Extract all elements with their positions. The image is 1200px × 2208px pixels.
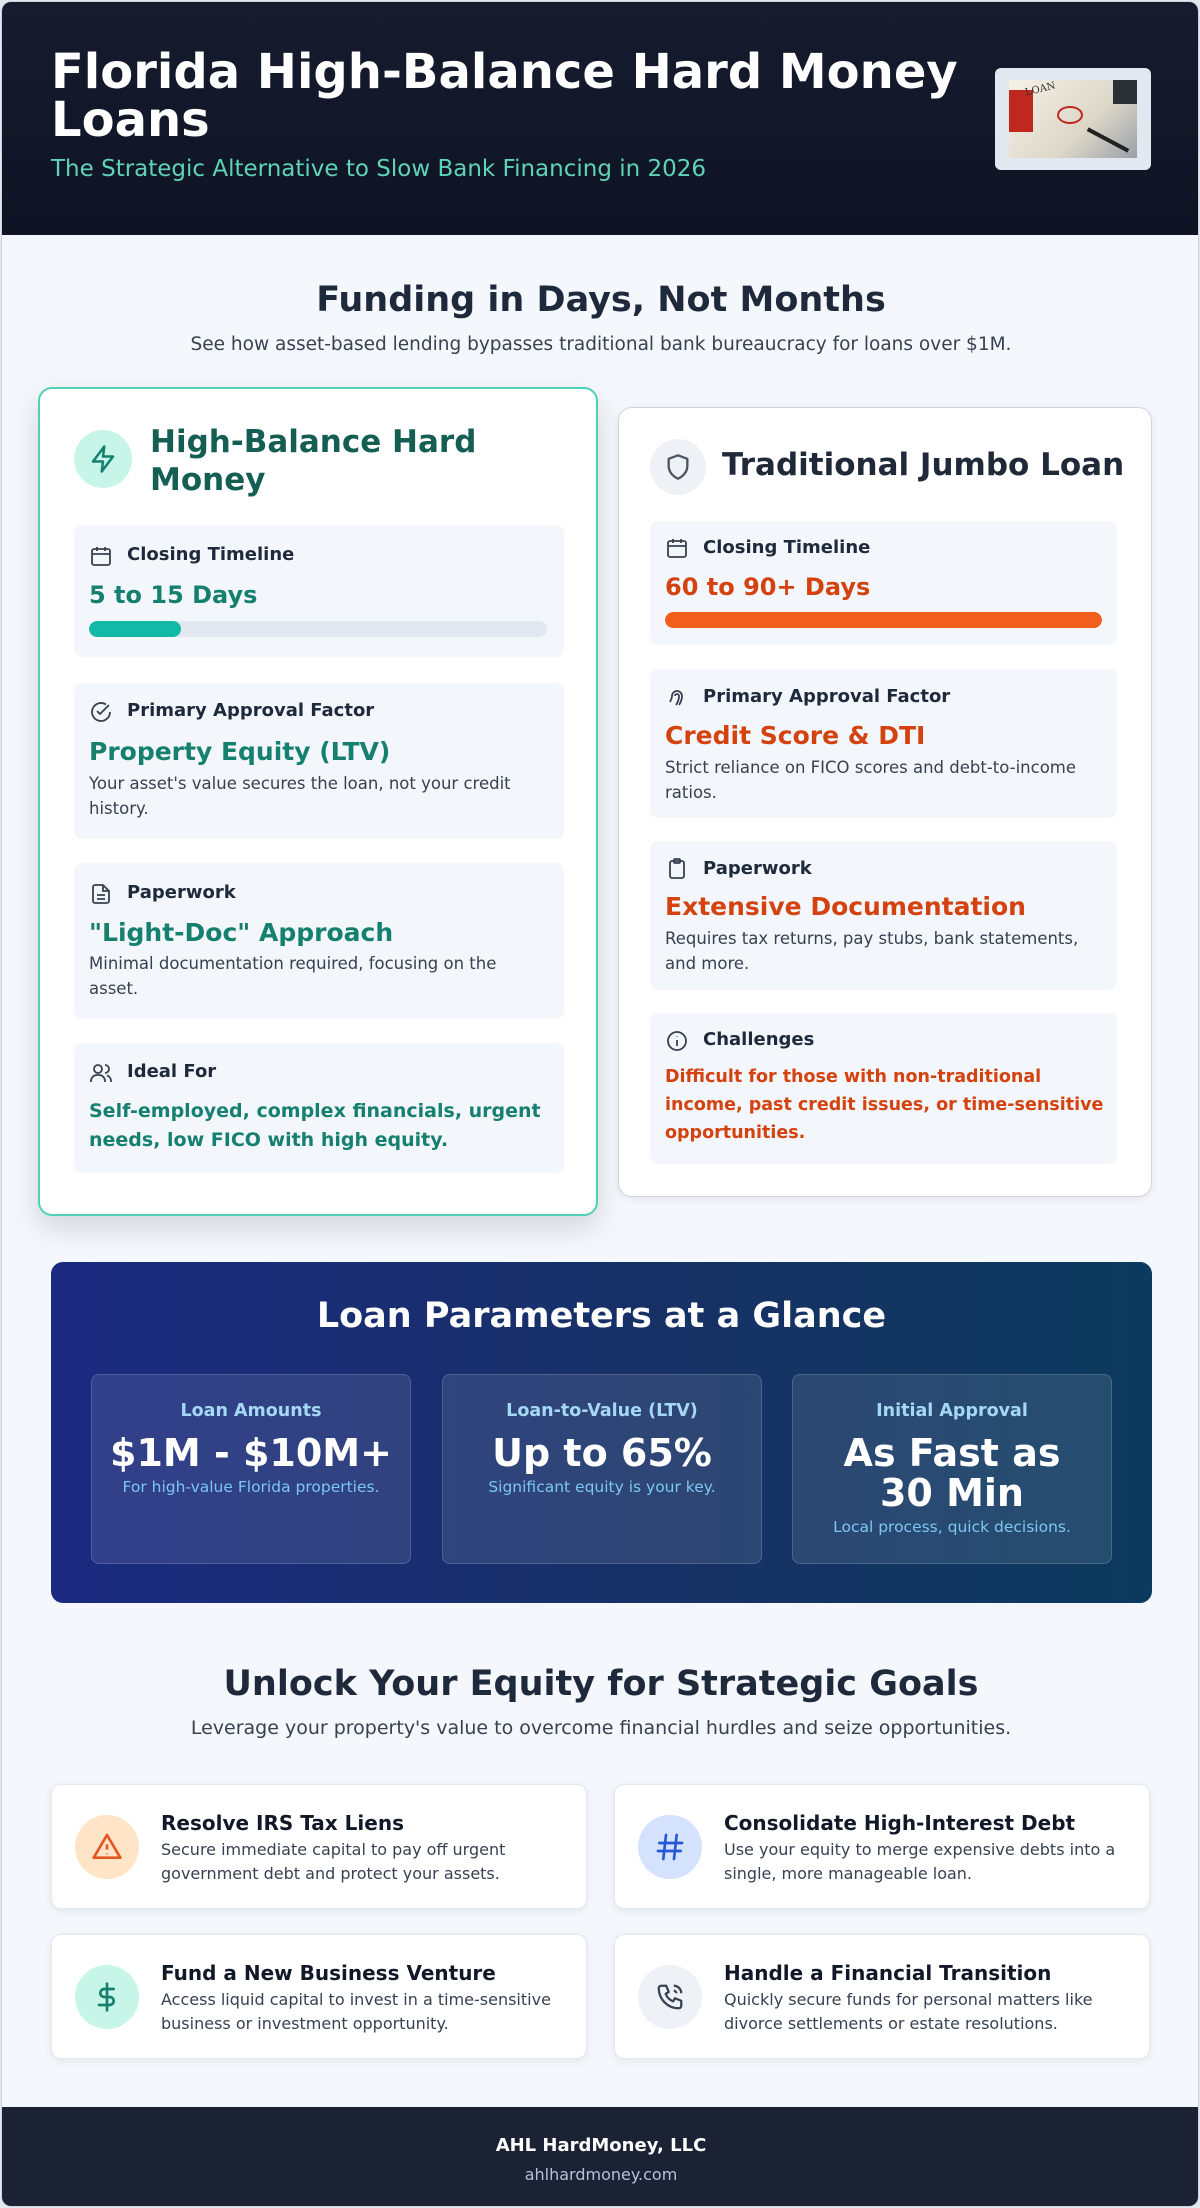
hb-ideal-label: Ideal For xyxy=(127,1061,217,1082)
jb-approval-label: Primary Approval Factor xyxy=(703,686,951,707)
hb-approval-label: Primary Approval Factor xyxy=(127,700,375,721)
goal-desc: Secure immediate capital to pay off urgent government debt and protect your assets. xyxy=(161,1840,506,1883)
goals-subtitle: Leverage your property's value to overcome financial hurdles and seize opportunities. xyxy=(190,1717,1012,1739)
param-value: As Fast as 30 Min xyxy=(843,1431,1061,1515)
hb-paperwork-desc: Minimal documentation required, focusing on the asset. xyxy=(89,954,497,998)
jb-paperwork-desc: Requires tax returns, pay stubs, bank statements, and more. xyxy=(665,929,1079,973)
jb-challenges-label: Challenges xyxy=(703,1029,815,1050)
comparison-subtitle: See how asset-based lending bypasses traditional bank bureaucracy for loans over $1M. xyxy=(190,334,1012,355)
jb-timeline-label: Closing Timeline xyxy=(703,537,871,558)
goal-desc: Use your equity to merge expensive debts into a single, more manageable loan. xyxy=(724,1840,1116,1883)
loan-parameters-panel xyxy=(51,1262,1152,1603)
jumbo-loan-card xyxy=(618,407,1152,1197)
clipboard-icon xyxy=(665,857,689,881)
hb-approval-desc: Your asset's value secures the loan, not your credit history. xyxy=(89,774,511,818)
comparison-title: Funding in Days, Not Months xyxy=(316,280,886,320)
goals-title: Unlock Your Equity for Strategic Goals xyxy=(223,1664,979,1704)
phone-icon xyxy=(638,1965,702,2029)
param-label: Loan-to-Value (LTV) xyxy=(506,1401,698,1421)
goal-business-venture xyxy=(51,1934,587,2059)
page-title: Florida High-Balance Hard Money Loans xyxy=(51,44,958,148)
hash-icon xyxy=(638,1815,702,1879)
param-note: Significant equity is your key. xyxy=(488,1478,716,1496)
hb-paperwork-item xyxy=(74,863,564,1019)
param-value: $1M - $10M+ xyxy=(110,1431,392,1475)
hb-timeline-item xyxy=(74,525,564,657)
fingerprint-icon xyxy=(665,686,689,710)
param-note: For high-value Florida properties. xyxy=(122,1478,380,1496)
param-loan-amounts xyxy=(91,1374,411,1564)
jb-timeline-bar xyxy=(665,612,1102,628)
hb-timeline-label: Closing Timeline xyxy=(127,544,295,565)
jb-timeline-bar-fill xyxy=(665,612,1102,628)
footer-website-link[interactable]: ahlhardmoney.com xyxy=(524,2165,678,2184)
hb-approval-value: Property Equity (LTV) xyxy=(89,737,391,766)
jb-paperwork-label: Paperwork xyxy=(703,858,812,879)
jb-challenges-value: Difficult for those with non-traditional income, past credit issues, or time-sensitive opportunities. xyxy=(665,1067,1104,1143)
parameters-title: Loan Parameters at a Glance xyxy=(316,1296,887,1336)
jb-approval-desc: Strict reliance on FICO scores and debt-to-income ratios. xyxy=(665,758,1077,802)
footer-company: AHL HardMoney, LLC xyxy=(495,2135,707,2156)
jb-timeline-item xyxy=(650,521,1117,645)
hb-approval-item xyxy=(74,683,564,839)
param-initial-approval xyxy=(792,1374,1112,1564)
hb-timeline-bar-fill xyxy=(89,621,181,637)
goal-consolidate-debt xyxy=(614,1784,1150,1909)
jb-approval-item xyxy=(650,669,1117,818)
high-balance-card xyxy=(38,387,598,1216)
param-note: Local process, quick decisions. xyxy=(833,1518,1071,1536)
hb-ideal-value: Self-employed, complex financials, urgent needs, low FICO with high equity. xyxy=(89,1100,541,1151)
users-icon xyxy=(89,1061,113,1085)
jb-paperwork-item xyxy=(650,841,1117,990)
jb-timeline-value: 60 to 90+ Days xyxy=(665,573,871,601)
header-banner xyxy=(2,2,1199,235)
jb-paperwork-value: Extensive Documentation xyxy=(665,892,1026,921)
document-icon xyxy=(89,882,113,906)
footer xyxy=(2,2107,1199,2207)
goal-desc: Access liquid capital to invest in a time-sensitive business or investment opportunity. xyxy=(161,1990,551,2033)
jb-challenges-item xyxy=(650,1013,1117,1164)
warning-icon xyxy=(75,1815,139,1879)
infographic-page xyxy=(1,1,1199,2207)
info-icon xyxy=(665,1029,689,1053)
goal-desc: Quickly secure funds for personal matters like divorce settlements or estate resolutions. xyxy=(724,1990,1093,2033)
hb-ideal-item xyxy=(74,1043,564,1173)
lightning-icon xyxy=(74,430,132,488)
check-circle-icon xyxy=(89,700,113,724)
shield-icon xyxy=(650,439,706,495)
param-label: Loan Amounts xyxy=(180,1401,322,1421)
jb-approval-value: Credit Score & DTI xyxy=(665,721,926,750)
hb-timeline-bar xyxy=(89,621,547,637)
hb-paperwork-label: Paperwork xyxy=(127,882,236,903)
goal-title: Resolve IRS Tax Liens xyxy=(161,1811,404,1835)
page-subtitle: The Strategic Alternative to Slow Bank Financing in 2026 xyxy=(51,156,707,182)
hb-paperwork-value: "Light-Doc" Approach xyxy=(89,918,394,947)
goal-title: Fund a New Business Venture xyxy=(161,1961,496,1985)
high-balance-title: High-Balance Hard Money xyxy=(150,424,477,498)
param-label: Initial Approval xyxy=(876,1401,1028,1421)
calendar-icon xyxy=(89,544,113,568)
jumbo-title: Traditional Jumbo Loan xyxy=(722,447,1125,483)
loan-application-photo: LOAN xyxy=(995,68,1151,170)
calendar-icon xyxy=(665,536,689,560)
hb-timeline-value: 5 to 15 Days xyxy=(89,581,258,609)
dollar-icon xyxy=(75,1965,139,2029)
goal-financial-transition xyxy=(614,1934,1150,2059)
goal-title: Handle a Financial Transition xyxy=(724,1961,1052,1985)
goal-irs-tax-liens xyxy=(51,1784,587,1909)
param-value: Up to 65% xyxy=(492,1431,712,1475)
goal-title: Consolidate High-Interest Debt xyxy=(724,1811,1076,1835)
param-ltv xyxy=(442,1374,762,1564)
